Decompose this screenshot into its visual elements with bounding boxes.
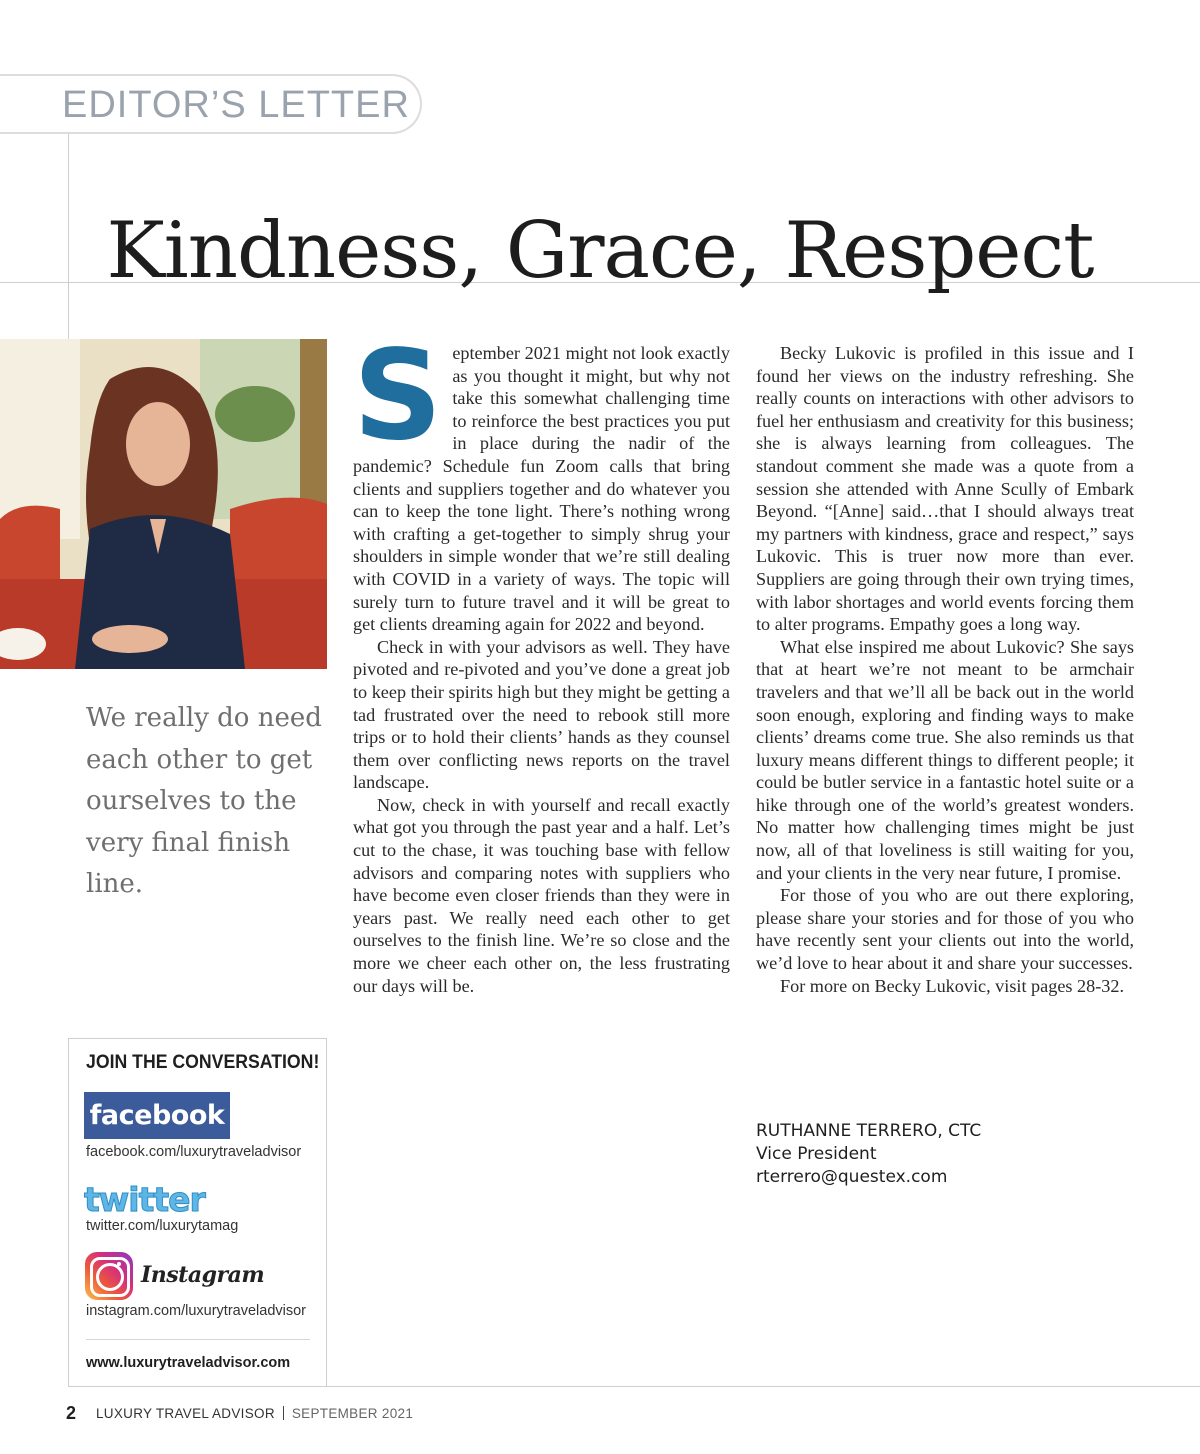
headline: Kindness, Grace, Respect bbox=[106, 206, 1094, 296]
article-paragraph-3: Now, check in with yourself and recall exactly what got you through the past year and a half. Let’s cut to the chase, it was touching base with fellow advisors and comparing notes with suppliers who have become even closer friends than they were in years past. We really need each other to get ourselves to the finish line. We’re so close and the more we cheer each other on, the less frustrating our days will be. bbox=[353, 794, 730, 996]
footer-rule bbox=[68, 1386, 1200, 1387]
article-paragraph-4: Becky Lukovic is profiled in this issue and I found her views on the industry refreshing. She really counts on interactions with other advisors to fuel her enthusiasm and creativity for this business; she is always learning from colleagues. The standout comment she made was a quote from a session she attended with Anne Scully of Embark Beyond. “[Anne] said…that I should always treat my partners with kindness, grace and respect,” says Lukovic. This is truer now more than ever. Suppliers are going through their own trying times, with labor shortages and world events forcing them to alter programs. Empathy goes a long way. bbox=[756, 343, 1134, 635]
editor-photo-illustration bbox=[0, 339, 327, 669]
signoff bbox=[756, 1120, 981, 1189]
article-paragraph-1: eptember 2021 might not look exactly as you thought it might, but why not take this somewhat challenging time to reinforce the best practices you put in place during the nadir of the pandemic? Schedule fun Zoom calls that bring clients and suppliers together and do whatever you can to keep the tone light. There’s nothing wrong with crafting a get-together to simply shrug your shoulders in simple wonder that we’re still dealing with COVID in a variety of ways. The topic will surely turn to future travel and it will be great to get clients dreaming again for 2022 and beyond. bbox=[353, 343, 730, 635]
article-paragraph-6: For those of you who are out there exploring, please share your stories and for those of you who have recently sent your clients out into the world, we’d love to hear about it and share your successes. bbox=[756, 885, 1134, 974]
twitter-link[interactable]: twitter.com/luxurytamag bbox=[86, 1218, 239, 1234]
footer-publication-line bbox=[96, 1406, 413, 1421]
twitter-icon[interactable]: twitter bbox=[84, 1180, 205, 1219]
facebook-link[interactable]: facebook.com/luxurytraveladvisor bbox=[86, 1144, 302, 1160]
signoff-name: RUTHANNE TERRERO, CTC bbox=[756, 1121, 982, 1141]
join-heading: JOIN THE CONVERSATION! bbox=[86, 1052, 320, 1073]
article-paragraph-2: Check in with your advisors as well. They have pivoted and re-pivoted and you’ve done a great job to keep their spirits high but they might be getting a tad frustrated over the need to rebook still more trips or to hold their clients’ hands as they counsel them over conflicting news reports on the travel landscape. bbox=[353, 636, 730, 793]
signoff-title: Vice President bbox=[756, 1144, 877, 1164]
website-link[interactable]: www.luxurytraveladvisor.com bbox=[86, 1355, 291, 1371]
publication-name: LUXURY TRAVEL ADVISOR bbox=[96, 1406, 275, 1421]
article-column-2 bbox=[756, 342, 1134, 997]
footer-divider bbox=[283, 1406, 284, 1420]
instagram-link[interactable]: instagram.com/luxurytraveladvisor bbox=[86, 1303, 306, 1319]
page-number: 2 bbox=[66, 1403, 77, 1423]
pull-quote: We really do need each other to get ourselves to the very final finish line. bbox=[86, 703, 322, 899]
social-divider bbox=[86, 1339, 310, 1340]
drop-cap: S bbox=[353, 324, 443, 468]
editor-photo bbox=[0, 339, 327, 669]
article-column-1 bbox=[353, 324, 730, 997]
section-label: EDITOR’S LETTER bbox=[62, 84, 410, 126]
article-paragraph-5: What else inspired me about Lukovic? She says that at heart we’re not meant to be armchair travelers and that we’ll all be back out in the world soon enough, exploring and finding ways to make clients’ dreams come true. She also reminds us that luxury means different things to different people; it could be butler service in a fantastic hotel suite or a hike through one of the world’s greatest wonders. No matter how challenging times might be just now, all of that loveliness is still waiting for you, and your clients in the very near future, I promise. bbox=[756, 636, 1134, 883]
article-paragraph-7: For more on Becky Lukovic, visit pages 28-32. bbox=[780, 975, 1124, 996]
issue-date: SEPTEMBER 2021 bbox=[291, 1406, 414, 1421]
instagram-wordmark: Instagram bbox=[141, 1262, 265, 1288]
facebook-icon[interactable]: facebook bbox=[84, 1092, 230, 1139]
instagram-icon[interactable] bbox=[85, 1252, 133, 1300]
signoff-email[interactable]: rterrero@questex.com bbox=[756, 1167, 948, 1187]
